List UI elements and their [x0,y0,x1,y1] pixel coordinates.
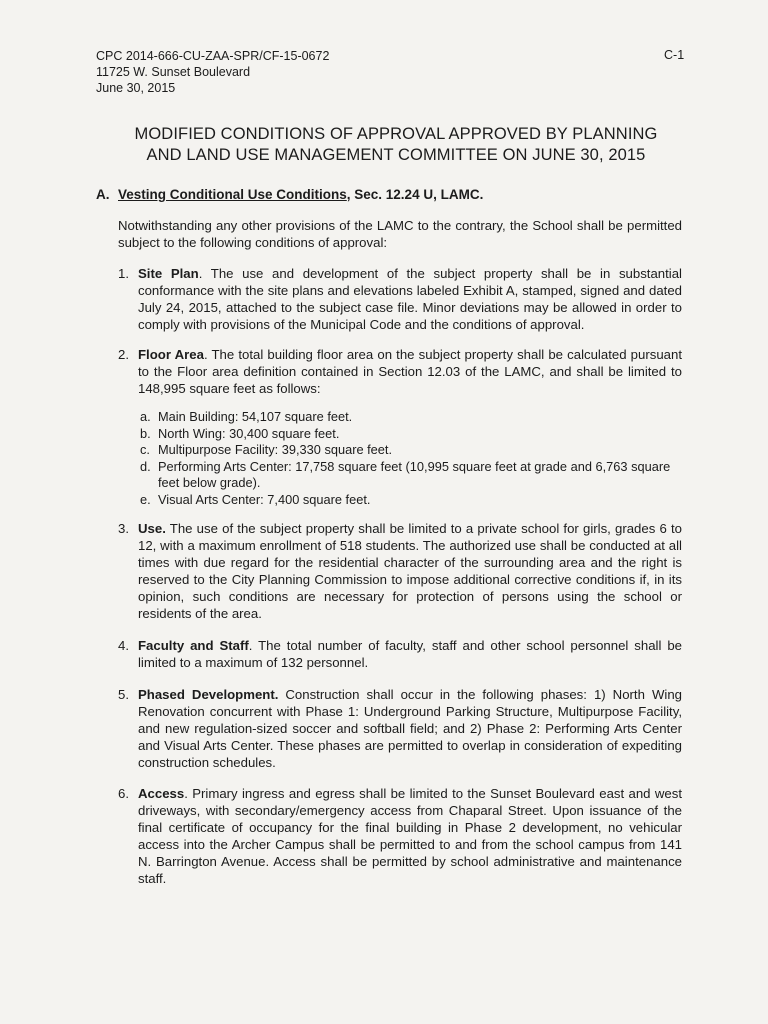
condition-phased-development [118,686,682,771]
list-text: Visual Arts Center: 7,400 square feet. [158,491,371,507]
condition-label: Floor Area [138,347,204,362]
list-text: Performing Arts Center: 17,758 square feet (10,995 square feet at grade and 6,763 square feet below grade). [158,458,671,490]
title-line-2: AND LAND USE MANAGEMENT COMMITTEE ON JUNE 30, 2015 [146,146,646,164]
case-number: CPC 2014-666-CU-ZAA-SPR/CF-15-0672 [96,49,330,63]
condition-site-plan [118,265,682,333]
section-letter: A. [96,187,110,202]
list-item [140,426,680,443]
condition-text: . Primary ingress and egress shall be limited to the Sunset Boulevard east and west driveways, with secondary/emergency access from Chaparal Street. Upon issuance of the final certificate of occupancy for the final building in Phase 2 development, no vehicular access into the Archer Campus shall be permitted to and from the school campus from 141 N. Barrington Avenue. Access shall be permitted by school administrative and maintenance staff. [138,786,682,886]
section-heading-suffix: , Sec. 12.24 U, LAMC. [346,187,484,202]
list-item [140,459,680,492]
list-letter: a. [140,409,151,424]
condition-label: Use. [138,521,166,536]
condition-label: Phased Development. [138,687,279,702]
condition-access [118,785,682,887]
condition-label: Faculty and Staff [138,638,249,653]
condition-number: 4. [118,638,129,653]
address: 11725 W. Sunset Boulevard [96,65,251,79]
condition-label: Site Plan [138,266,199,281]
list-item [140,442,680,459]
section-a-heading [96,187,483,202]
condition-number: 3. [118,521,129,536]
list-text: North Wing: 30,400 square feet. [158,425,340,441]
document-header [96,48,329,96]
list-text: Main Building: 54,107 square feet. [158,409,353,424]
list-item [140,492,680,509]
condition-use [118,520,682,622]
header-date: June 30, 2015 [96,81,176,95]
condition-text: Construction shall occur in the following phases: 1) North Wing Renovation concurrent with Phase 1: Underground Parking Structure, Multipurpose Facility, and new regulation-sized soccer and softball field; and 2) Phase 2: Performing Arts Center and Visual Arts Center. These phases are permitted to overlap in consideration of expediting construction schedules. [138,687,682,770]
condition-text: The use of the subject property shall be limited to a private school for girls, grades 6 to 12, with a maximum enrollment of 518 students. The authorized use shall be conducted at all times with due regard for the residential character of the surrounding area and the right is reserved to the City Planning Commission to impose additional corrective conditions if, in its opinion, such conditions are necessary for protection of persons using the school or residents of the area. [138,521,682,621]
list-item [140,409,680,426]
intro-paragraph: Notwithstanding any other provisions of the LAMC to the contrary, the School shall be permitted subject to the following conditions of approval: [118,218,682,250]
list-letter: d. [140,458,151,474]
condition-number: 6. [118,786,129,801]
title-line-1: MODIFIED CONDITIONS OF APPROVAL APPROVED BY PLANNING [134,125,658,143]
condition-text: . The use and development of the subject property shall be in substantial conformance with the site plans and elevations labeled Exhibit A, stamped, signed and dated July 24, 2015, attached to the subject case file. Minor deviations may be allowed in order to comply with provisions of the Municipal Code and the conditions of approval. [138,266,682,332]
list-text: Multipurpose Facility: 39,330 square feet. [158,442,393,457]
condition-number: 2. [118,347,129,362]
list-letter: e. [140,491,151,507]
condition-number: 1. [118,266,129,281]
document-title [96,124,696,166]
condition-label: Access [138,786,185,801]
condition-floor-area [118,346,682,397]
condition-faculty-staff [118,637,682,671]
section-heading-underlined: Vesting Conditional Use Conditions [118,187,347,202]
floor-area-breakdown [140,409,680,508]
condition-number: 5. [118,687,129,702]
condition-text: . The total building floor area on the subject property shall be calculated pursuant to the Floor area definition contained in Section 12.03 of the LAMC, and shall be limited to 148,995 square feet as follows: [138,347,682,396]
page-number: C-1 [664,48,685,62]
list-letter: c. [140,442,150,457]
condition-text: . The total number of faculty, staff and other school personnel shall be limited to a maximum of 132 personnel. [138,638,682,670]
list-letter: b. [140,425,151,441]
